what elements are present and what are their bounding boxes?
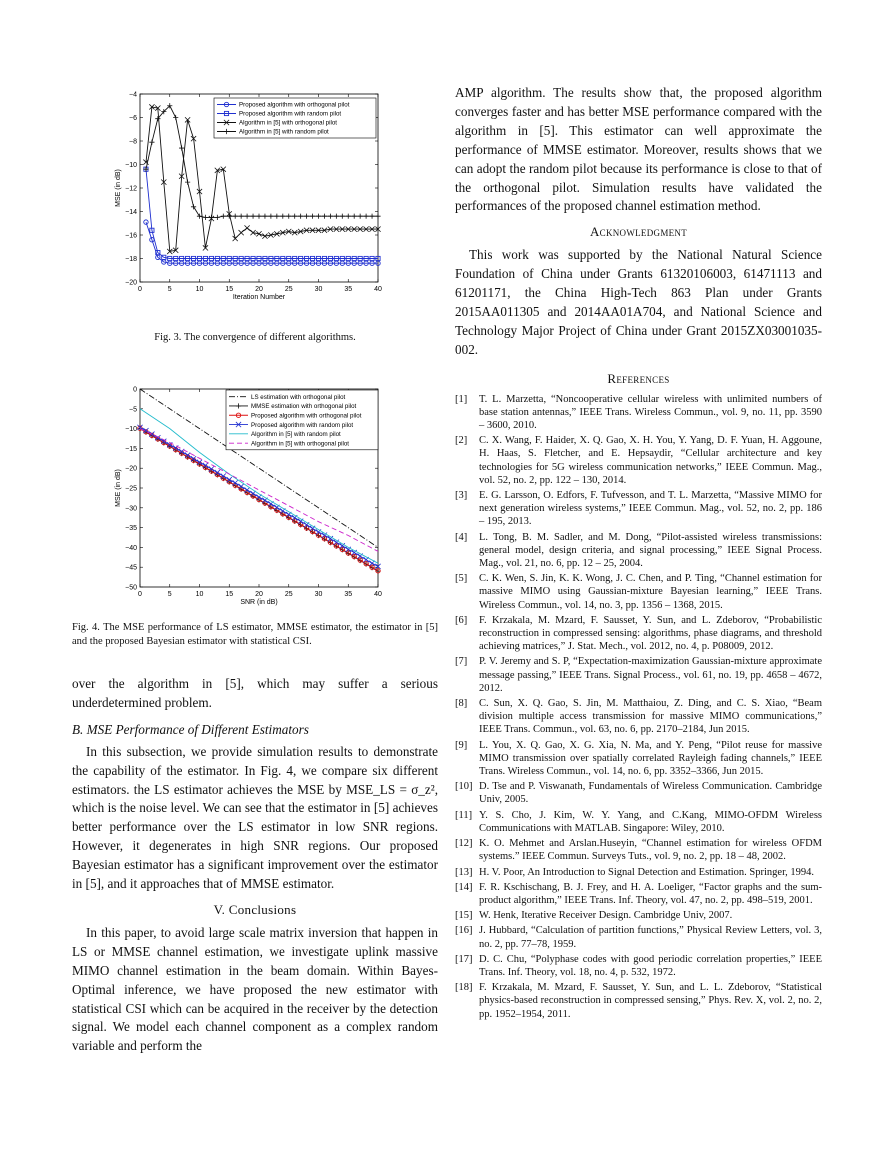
reference-item [455, 434, 822, 487]
fig3-caption: Fig. 3. The convergence of different algorithms. [154, 332, 356, 343]
legend-label: Proposed algorithm with orthogonal pilot [239, 101, 350, 109]
x-tick-label: 20 [255, 591, 263, 598]
y-tick-label: −8 [129, 138, 137, 146]
fig3-chart [72, 80, 438, 310]
reference-text: L. You, X. Q. Gao, X. G. Xia, N. Ma, and Y. Peng, “Pilot reuse for massive MIMO transmission over spatially correlated Rayleigh fading channels,” IEEE Trans. Wireless Commun., vol. 14, no. 6, pp. 3352–3366, Jun 2015. [479, 739, 822, 778]
x-tick-label: 30 [314, 591, 323, 598]
acknowledgment-heading: Acknowledgment [589, 224, 688, 240]
reference-item [455, 909, 822, 922]
legend-label: MMSE estimation with orthogonal pilot [251, 403, 357, 411]
reference-text: T. L. Marzetta, “Noncooperative cellular wireless with unlimited numbers of base station antennas,” IEEE Trans. Wireless Commun., vol. 9, no. 11, pp. 3590 – 3600, 2010. [479, 393, 822, 431]
reference-item [455, 953, 822, 979]
y-tick-label: −20 [125, 465, 137, 473]
reference-text: E. G. Larsson, O. Edfors, F. Tufvesson, and T. L. Marzetta, “Massive MIMO for next generation wireless systems,” IEEE Commun. Mag., vol. 52, no. 2, pp. 186 – 195, 2013. [479, 490, 822, 528]
y-tick-label: −6 [129, 115, 137, 122]
figure-4 [72, 375, 438, 605]
y-tick-label: −50 [125, 584, 137, 592]
x-tick-label: 25 [284, 286, 293, 293]
reference-item [455, 393, 822, 433]
para-amp: AMP algorithm. The results show that, the proposed algorithm converges faster and has better MSE performance compared with the algorithm in [5]. This estimator can well approximate the performance of MMSE estimator. Moreover, results shows that we can adopt the random pilot because its performance is close to that of the orthogonal pilot. Simulation results have validated the performances of the proposed channel estimation method. [455, 85, 822, 214]
legend-label: Algorithm in [5] with random pilot [239, 128, 329, 136]
references-heading: References [607, 370, 670, 386]
reference-text: F. Krzakala, M. Mzard, F. Sausset, Y. Sun, and L. Zdeborov, “Probabilistic reconstruction in compressed sensing: algorithms, phase diagrams, and threshold achieving matrices,” J. Stat. Mech., vol. 2012, no. 4, p. P08009, 2012. [479, 614, 822, 653]
reference-item [455, 809, 822, 835]
reference-number: [1] [455, 393, 468, 405]
figure-3 [72, 80, 438, 315]
x-tick-label: 15 [225, 591, 234, 598]
reference-number: [3] [455, 490, 468, 502]
reference-item [455, 614, 822, 654]
x-tick-label: 25 [284, 591, 293, 598]
y-tick-label: −14 [125, 209, 137, 216]
reference-text: C. K. Wen, S. Jin, K. K. Wong, J. C. Chen, and P. Ting, “Channel estimation for massive MIMO using Gaussian-mixture Bayesian learning,” IEEE Trans. Wireless Commun., vol. 14, no. 3, pp. 1356 – 1368, 2015. [479, 573, 822, 611]
reference-text: K. O. Mehmet and Arslan.Huseyin, “Channel estimation for wireless OFDM systems.” IEEE Commun. Surveys Tuts., vol. 9, no. 2, pp. 18 – 48, 2002. [479, 838, 822, 863]
reference-number: [15] [455, 910, 473, 922]
para-conclusions: In this paper, to avoid large scale matrix inversion that happen in LS or MMSE channel estimation, we investigate uplink massive MIMO channel estimation in the beam domain. Within Bayes-Optimal inference, we have proposed the new estimator with statistical CSI which can be acquired in the receiver by the detection signal. We model each channel component as a complex random variable and perform the [72, 924, 438, 1054]
x-tick-label: 10 [195, 286, 204, 293]
legend-label: Algorithm in [5] with random pilot [251, 431, 341, 439]
reference-text: F. Krzakala, M. Mzard, F. Sausset, Y. Sun, and L. L. Zdeborov, “Statistical physics-based reconstruction in compressed sensing,” Phys. Rev. X, vol. 2, no. 2, pp. 1952–1954, 2011. [479, 982, 822, 1020]
reference-list [455, 393, 822, 1021]
para-ack: This work was supported by the National Natural Science Foundation of China under Grants 61320106003, 61471113 and 61201171, the China High-Tech 863 Plan under Grants 2015AA011305 and 2014AA01A704, and National Science and Technology Major Project of China under Grant 2015ZX03001035-002. [455, 247, 822, 357]
reference-item [455, 981, 822, 1021]
reference-number: [16] [455, 925, 473, 937]
reference-number: [18] [455, 982, 473, 994]
y-tick-label: 0 [133, 386, 137, 394]
y-axis-label: MSE (in dB) [115, 469, 122, 507]
reference-text: J. Hubbard, “Calculation of partition functions,” Physical Review Letters, vol. 3, no. 2, pp. 77–78, 1959. [479, 925, 822, 950]
y-tick-label: −30 [125, 505, 137, 513]
x-tick-label: 5 [167, 591, 172, 598]
y-tick-label: −10 [125, 426, 137, 434]
reference-number: [6] [455, 614, 468, 626]
legend-label: LS estimation with orthogonal pilot [251, 393, 346, 401]
right-column [455, 84, 822, 1023]
reference-number: [11] [455, 809, 473, 821]
legend-label: Proposed algorithm with random pilot [239, 110, 342, 118]
reference-item [455, 697, 822, 737]
reference-number: [9] [455, 739, 468, 751]
reference-text: H. V. Poor, An Introduction to Signal Detection and Estimation. Springer, 1994. [479, 866, 815, 878]
reference-item [455, 881, 822, 907]
y-tick-label: −12 [125, 185, 137, 193]
reference-number: [4] [455, 531, 468, 543]
x-tick-label: 20 [255, 286, 263, 293]
para-mse: In this subsection, we provide simulation results to demonstrate the capability of the estimator. In Fig. 4, we compare six different estimators. the LS estimator achieves the MSE by MSE_LS = σ_z², which is the noise level. We can see that the estimator in [5] achieves better performance over the LS estimator in low SNR regions. However, it degenerates in high SNR regions. Our proposed Bayesian estimator has a significant improvement over the estimator in [5], and it approaches that of MMSE estimator. [72, 743, 438, 892]
x-axis-label: SNR (in dB) [240, 599, 278, 606]
x-tick-label: 40 [374, 591, 382, 598]
reference-number: [2] [455, 435, 468, 447]
reference-number: [7] [455, 656, 468, 668]
reference-text: W. Henk, Iterative Receiver Design. Cambridge Univ, 2007. [479, 910, 733, 922]
reference-text: D. Tse and P. Viswanath, Fundamentals of Wireless Communication. Cambridge Univ, 2005. [479, 781, 822, 806]
reference-text: L. Tong, B. M. Sadler, and M. Dong, “Pilot-assisted wireless transmissions: general model, design criteria, and signal processing,” IEEE Signal Process. Mag., vol. 21, no. 6, pp. 12 – 25, 2004. [479, 531, 822, 570]
y-tick-label: −4 [129, 91, 137, 99]
reference-item [455, 837, 822, 863]
x-tick-label: 35 [344, 591, 353, 598]
reference-text: C. X. Wang, F. Haider, X. Q. Gao, X. H. You, Y. Yang, D. F. Yuan, H. Aggoune, H. Haas, S. Fletcher, and E. Hepsaydir, “Cellular architecture and key technologies for 5G wireless communication networks,” IEEE Commun. Mag., vol. 52, no. 2, pp. 122 – 130, 2014. [479, 435, 822, 486]
x-tick-label: 15 [225, 286, 234, 293]
y-tick-label: −18 [125, 256, 137, 263]
reference-number: [10] [455, 781, 473, 793]
x-axis-label: Iteration Number [232, 294, 286, 301]
reference-text: F. R. Kschischang, B. J. Frey, and H. A. Loeliger, “Factor graphs and the sum-product algorithm,” IEEE Trans. Inf. Theory, vol. 47, no. 2, pp. 498–519, 2001. [479, 881, 822, 906]
x-tick-label: 10 [195, 591, 204, 598]
reference-number: [17] [455, 953, 473, 965]
x-tick-label: 0 [138, 591, 142, 598]
reference-item [455, 739, 822, 779]
reference-text: Y. S. Cho, J. Kim, W. Y. Yang, and C.Kang, MIMO-OFDM Wireless Communications with MATLAB. Singapore: Wiley, 2010. [479, 809, 822, 834]
y-tick-label: −15 [125, 445, 137, 453]
x-tick-label: 35 [344, 286, 353, 293]
reference-item [455, 489, 822, 529]
reference-text: D. C. Chu, “Polyphase codes with good periodic correlation properties,” IEEE Trans. Inf. Theory, vol. 18, no. 4, p. 532, 1972. [479, 953, 822, 978]
x-tick-label: 5 [167, 286, 172, 293]
y-tick-label: −5 [129, 406, 137, 414]
legend-label: Proposed algorithm with random pilot [251, 421, 354, 429]
y-tick-label: −10 [125, 162, 137, 169]
y-tick-label: −40 [125, 544, 137, 552]
reference-item [455, 924, 822, 950]
legend-label: Proposed algorithm with orthogonal pilot [251, 412, 362, 420]
reference-number: [13] [455, 866, 473, 878]
reference-item [455, 655, 822, 695]
y-tick-label: −25 [125, 485, 137, 493]
subsection-title: B. MSE Performance of Different Estimators [72, 721, 309, 737]
legend-label: Algorithm in [5] with orthogonal pilot [251, 440, 350, 448]
x-tick-label: 30 [314, 286, 323, 293]
reference-item [455, 866, 822, 879]
reference-text: C. Sun, X. Q. Gao, S. Jin, M. Matthaiou, Z. Ding, and C. S. Xiao, “Beam division multiple access transmission for massive MIMO communications,” IEEE Trans. Commun., vol. 63, no. 6, pp. 2170–2184, Jun 2015. [479, 698, 822, 736]
legend-label: Algorithm in [5] with orthogonal pilot [239, 119, 338, 127]
reference-number: [12] [455, 838, 473, 850]
fig4-chart [72, 375, 438, 606]
right-body [455, 84, 822, 389]
y-tick-label: −35 [125, 525, 137, 533]
reference-number: [5] [455, 573, 468, 585]
left-body [72, 675, 438, 1056]
left-column [72, 80, 438, 1056]
reference-number: [14] [455, 881, 473, 893]
reference-item [455, 531, 822, 571]
fig4-caption: Fig. 4. The MSE performance of LS estimator, MMSE estimator, the estimator in [5] and the proposed Bayesian estimator with statistical CSI. [72, 622, 438, 647]
y-tick-label: −20 [125, 279, 137, 287]
para-continue: over the algorithm in [5], which may suffer a serious underdetermined problem. [72, 676, 438, 710]
y-tick-label: −16 [125, 232, 137, 240]
y-tick-label: −45 [125, 564, 137, 572]
reference-text: P. V. Jeremy and S. P, “Expectation-maximization Gaussian-mixture approximate message passing,” IEEE Trans. Signal Process., vol. 61, no. 19, pp. 4658 – 4672, 2012. [479, 656, 822, 694]
reference-item [455, 780, 822, 806]
y-axis-label: MSE (in dB) [115, 169, 122, 207]
conclusions-heading: V. Conclusions [213, 901, 297, 917]
reference-number: [8] [455, 698, 468, 710]
reference-item [455, 572, 822, 612]
x-tick-label: 0 [138, 286, 142, 293]
x-tick-label: 40 [374, 286, 382, 293]
